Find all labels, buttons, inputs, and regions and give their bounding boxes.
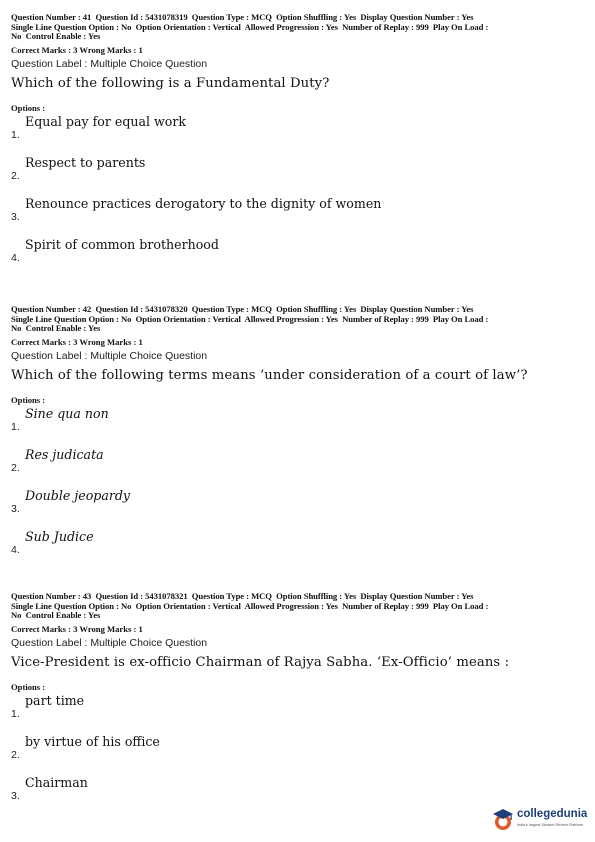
meta-line: No Control Enable : Yes [11, 323, 101, 334]
option-number: 2. [11, 461, 20, 474]
option-text: Double jeopardy [25, 487, 131, 503]
meta-line: No Control Enable : Yes [11, 31, 101, 42]
option-number: 1. [11, 707, 20, 720]
meta-line: Single Line Question Option : No Option Orientation : Vertical Allowed Progression : Yes Number of Replay : 999 Play On Load : [11, 600, 489, 611]
meta-line: No Control Enable : Yes [11, 610, 101, 621]
question-label: Question Label : Multiple Choice Question [11, 636, 208, 649]
option-item[interactable] [11, 154, 581, 195]
option-item[interactable] [11, 113, 581, 154]
question-label: Question Label : Multiple Choice Question [11, 57, 208, 70]
collegedunia-logo [492, 806, 592, 834]
question-43 [11, 592, 581, 815]
option-item[interactable] [11, 487, 581, 528]
option-number: 1. [11, 420, 20, 433]
option-item[interactable] [11, 195, 581, 236]
option-text: Sub Judice [25, 528, 94, 544]
option-number: 2. [11, 169, 20, 182]
meta-line: Question Number : 41 Question Id : 5431078319 Question Type : MCQ Option Shuffling : Yes Display Question Number : Yes [11, 12, 474, 22]
option-item[interactable] [11, 446, 581, 487]
option-item[interactable] [11, 733, 581, 774]
option-number: 3. [11, 789, 20, 802]
question-marks: Correct Marks : 3 Wrong Marks : 1 [11, 623, 143, 634]
graduate-cap-icon [492, 808, 514, 832]
option-item[interactable] [11, 692, 581, 733]
option-number: 4. [11, 251, 20, 264]
option-text: Renounce practices derogatory to the dignity of women [25, 195, 382, 211]
option-item[interactable] [11, 528, 581, 569]
question-text: Which of the following is a Fundamental Duty? [11, 75, 330, 91]
option-text: by virtue of his office [25, 733, 160, 749]
option-number: 3. [11, 210, 20, 223]
question-label: Question Label : Multiple Choice Question [11, 349, 208, 362]
option-text: Res judicata [25, 446, 104, 462]
option-text: Equal pay for equal work [25, 113, 187, 129]
question-42 [11, 305, 581, 569]
meta-line: Single Line Question Option : No Option Orientation : Vertical Allowed Progression : Yes Number of Replay : 999 Play On Load : [11, 313, 489, 324]
options-heading: Options : [11, 394, 46, 405]
option-number: 1. [11, 128, 20, 141]
option-number: 3. [11, 502, 20, 515]
option-text: Chairman [25, 774, 88, 790]
meta-line: Question Number : 42 Question Id : 5431078320 Question Type : MCQ Option Shuffling : Yes Display Question Number : Yes [11, 304, 474, 314]
option-item[interactable] [11, 236, 581, 277]
question-text: Which of the following terms means ‘under consideration of a court of law’? [11, 367, 528, 383]
option-number: 4. [11, 543, 20, 556]
question-meta [11, 13, 581, 42]
options-heading: Options : [11, 102, 46, 113]
option-text: part time [25, 692, 85, 708]
meta-line: Single Line Question Option : No Option Orientation : Vertical Allowed Progression : Yes Number of Replay : 999 Play On Load : [11, 21, 489, 32]
question-marks: Correct Marks : 3 Wrong Marks : 1 [11, 336, 143, 347]
option-item[interactable] [11, 405, 581, 446]
question-meta [11, 592, 581, 621]
question-marks: Correct Marks : 3 Wrong Marks : 1 [11, 44, 143, 55]
option-text: Spirit of common brotherhood [25, 236, 219, 252]
option-number: 2. [11, 748, 20, 761]
options-heading: Options : [11, 681, 46, 692]
meta-line: Question Number : 43 Question Id : 5431078321 Question Type : MCQ Option Shuffling : Yes Display Question Number : Yes [11, 591, 474, 601]
option-text: Sine qua non [25, 405, 109, 421]
option-text: Respect to parents [25, 154, 146, 170]
question-41 [11, 13, 581, 277]
logo-name: collegedunia [517, 808, 588, 820]
logo-tagline: India's largest Student Review Platform [517, 823, 584, 827]
question-text: Vice-President is ex-officio Chairman of Rajya Sabha. ‘Ex-Officio’ means : [11, 654, 510, 670]
question-meta [11, 305, 581, 334]
